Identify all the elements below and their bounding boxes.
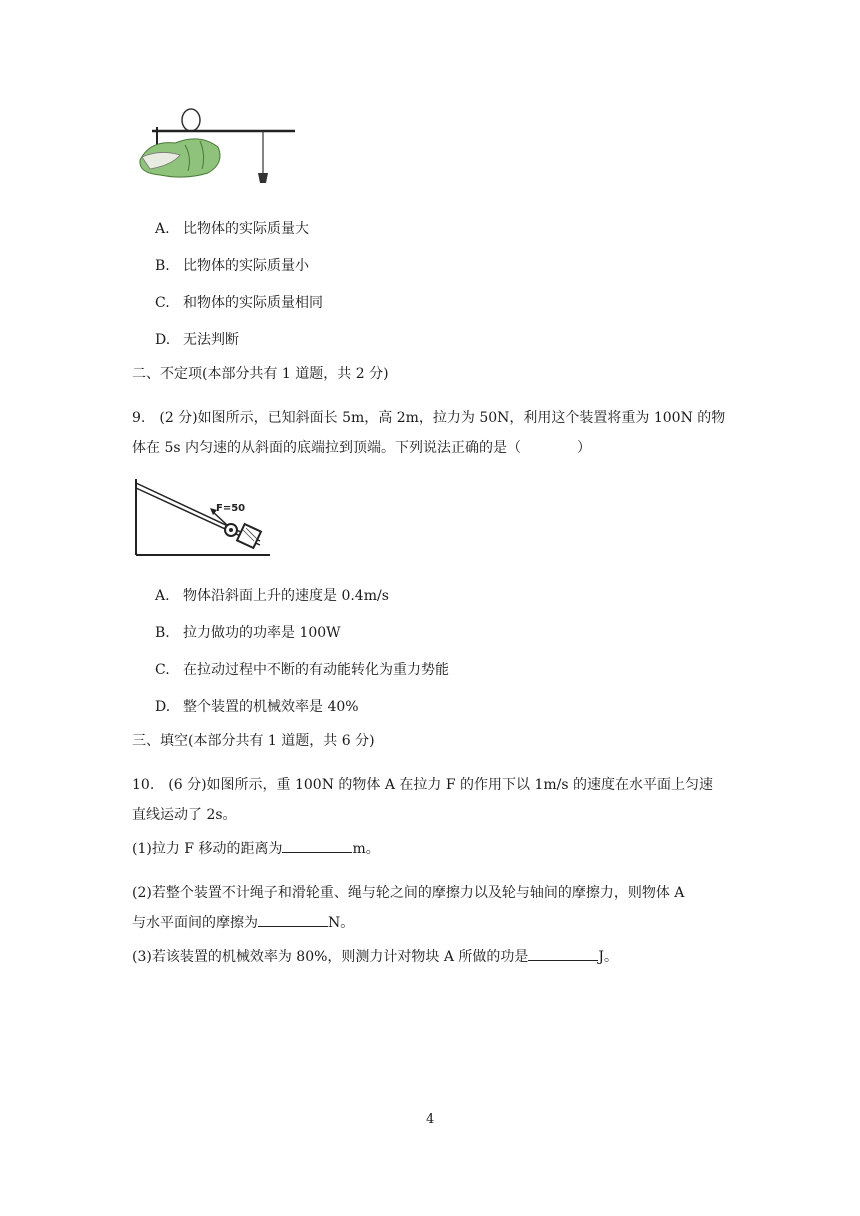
subquestion-2-line-1: (2)若整个装置不计绳子和滑轮重、绳与轮之间的摩擦力以及轮与轴间的摩擦力，则物体 A: [132, 885, 685, 901]
question-10-line-2: 直线运动了 2s。: [132, 807, 237, 823]
answer-blank[interactable]: [258, 912, 328, 927]
question-9-line-1: 9. (2 分)如图所示，已知斜面长 5m，高 2m，拉力为 50N，利用这个装置将重为 100N 的物: [132, 410, 726, 426]
question-9-line-2: 体在 5s 内匀速的从斜面的底端拉到顶端。下列说法正确的是（ ）: [132, 440, 591, 456]
question-10-line-1: 10. (6 分)如图所示，重 100N 的物体 A 在拉力 F 的作用下以 1m/s 的速度在水平面上匀速: [132, 777, 714, 793]
section-heading: 二、不定项(本部分共有 1 道题，共 2 分): [132, 366, 389, 382]
page-number: 4: [426, 1112, 435, 1127]
force-label: F=50: [216, 503, 246, 514]
subquestion-1: (1)拉力 F 移动的距离为 m。: [132, 834, 380, 864]
option-c: C. 和物体的实际质量相同: [155, 295, 323, 311]
option-a: A. 比物体的实际质量大: [155, 221, 309, 237]
subquestion-2-line-2: 与水平面间的摩擦为 N。: [132, 908, 354, 938]
option-d: D. 整个装置的机械效率是 40%: [155, 699, 359, 715]
answer-blank[interactable]: [282, 838, 352, 853]
option-c: C. 在拉动过程中不断的有动能转化为重力势能: [155, 662, 449, 678]
section-heading: 三、填空(本部分共有 1 道题，共 6 分): [132, 733, 375, 749]
subquestion-3: (3)若该装置的机械效率为 80%，则测力计对物块 A 所做的功是 J。: [132, 942, 618, 972]
option-b: B. 比物体的实际质量小: [155, 258, 309, 274]
balance-figure: [130, 105, 300, 190]
option-d: D. 无法判断: [155, 332, 239, 348]
option-b: B. 拉力做功的功率是 100W: [155, 625, 341, 641]
answer-blank[interactable]: [528, 946, 598, 961]
incline-figure: [130, 475, 275, 560]
option-a: A. 物体沿斜面上升的速度是 0.4m/s: [155, 588, 389, 604]
